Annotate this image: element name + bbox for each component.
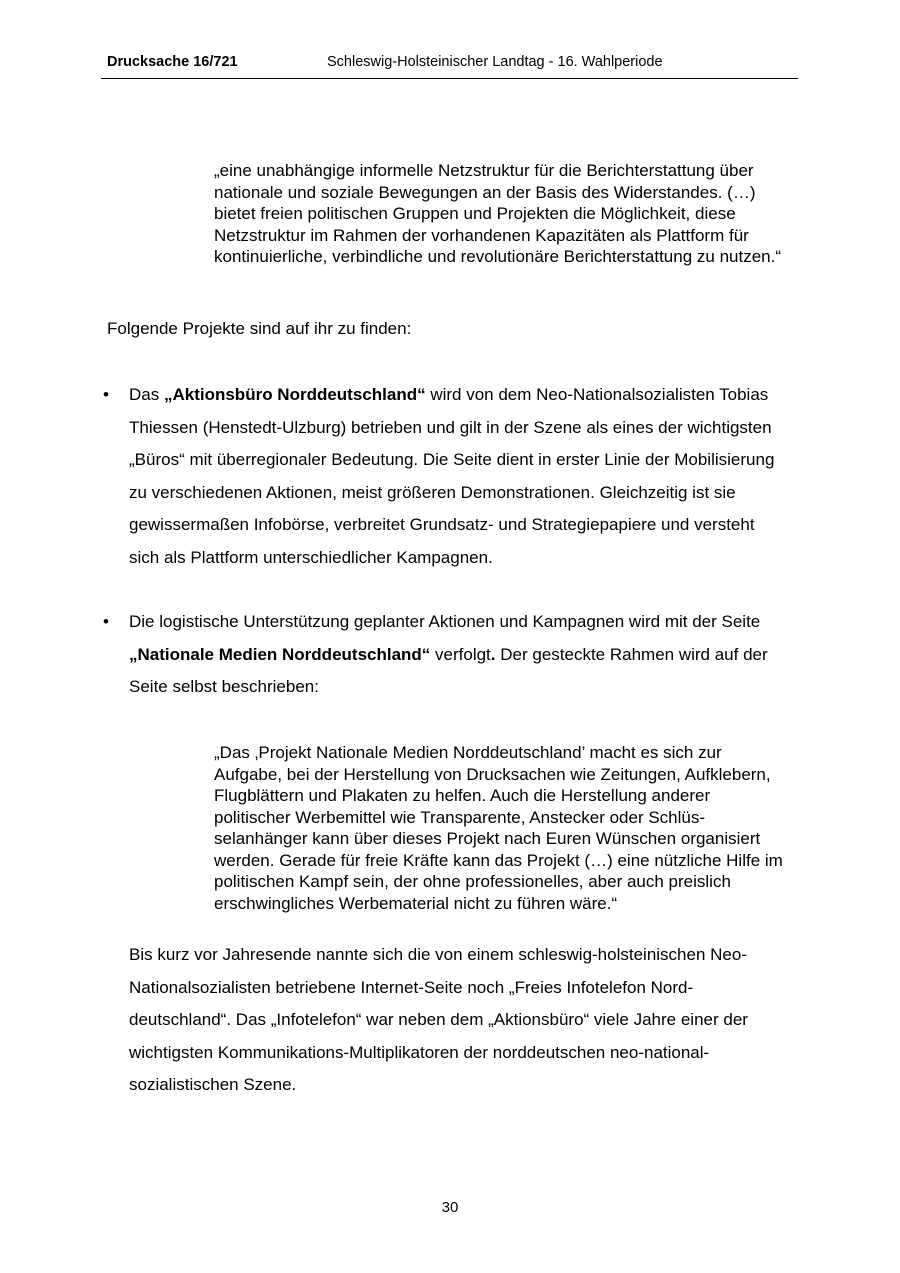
closing-paragraph: Bis kurz vor Jahresende nannte sich die von einem schleswig-holsteinischen Neo-Nationalsozialisten betriebene Internet-Seite noch „Freies Infotelefon Norddeutschland“. Das „Infotelefon“ war neben dem „Aktionsbüro“ viele Jahre einer der wichtigsten Kommunikations-Multiplikatoren der norddeutschen neo-nationalsozialistischen Szene. — [129, 945, 748, 1094]
page-header — [101, 52, 798, 79]
bullet-1-bold: „Aktionsbüro Norddeutschland“ — [163, 385, 426, 404]
bullet-2-bold: „Nationale Medien Norddeutschland“ — [129, 644, 431, 664]
bullet-item-1 — [129, 379, 789, 574]
page-number: 30 — [441, 1199, 459, 1216]
bullet-1-lead: Das — [129, 385, 164, 404]
block-quote-2: „Das ‚Projekt Nationale Medien Norddeutschland’ macht es sich zur Aufgabe, bei der Herstellung von Drucksachen wie Zeitungen, Aufklebern, Flugblättern und Plakaten zu helfen. Auch die Herstellung anderer politischer Werbemittel wie Transparente, Anstecker oder Schlüsselanhänger kann über dieses Projekt nach Euren Wünschen organisiert werden. Gerade für freie Kräfte kann das Projekt (…) eine nützliche Hilfe im politischen Kampf sein, der ohne professionelles, aber auch preislich erschwingliches Werbematerial nicht zu führen wäre.“ — [214, 743, 783, 913]
intro-sentence: Folgende Projekte sind auf ihr zu finden: — [107, 319, 412, 338]
bullet-2-lead: Die logistische Unterstützung geplanter Aktionen und Kampagnen wird mit der Seite — [129, 612, 761, 631]
bullet-2-rest-plain: verfolgt — [430, 644, 491, 664]
bullet-1-rest: wird von dem Neo-Nationalsozialisten Tobias Thiessen (Henstedt-Ulzburg) betrieben und gilt in der Szene als eines der wichtigsten „Büros“ mit überregionaler Bedeutung. Die Seite dient in erster Linie der Mobilisierung zu verschiedenen Aktionen, meist größeren Demonstrationen. Gleichzeitig ist sie gewissermaßen Infobörse, verbreitet Grundsatz- und Strategiepapiere und versteht sich als Plattform unterschiedlicher Kampagnen. — [129, 385, 775, 567]
bullet-symbol-2: • — [103, 612, 109, 631]
bullet-2-rest-bold: . — [490, 644, 496, 664]
bullet-item-2 — [129, 606, 789, 704]
document-number: Drucksache 16/721 — [107, 54, 238, 70]
block-quote-1: „eine unabhängige informelle Netzstruktur für die Berichterstattung über nationale und soziale Bewegungen an der Basis des Widerstandes. (…) bietet freien politischen Gruppen und Projekten die Möglichkeit, diese Netzstruktur im Rahmen der vorhandenen Kapazitäten als Plattform für kontinuierliche, verbindliche und revolutionäre Berichterstattung zu nutzen.“ — [214, 161, 781, 266]
bullet-2-rest: Der gesteckte Rahmen wird auf der Seite selbst beschrieben: — [129, 644, 768, 696]
header-title: Schleswig-Holsteinischer Landtag - 16. Wahlperiode — [327, 54, 663, 70]
bullet-symbol-1: • — [103, 385, 109, 404]
